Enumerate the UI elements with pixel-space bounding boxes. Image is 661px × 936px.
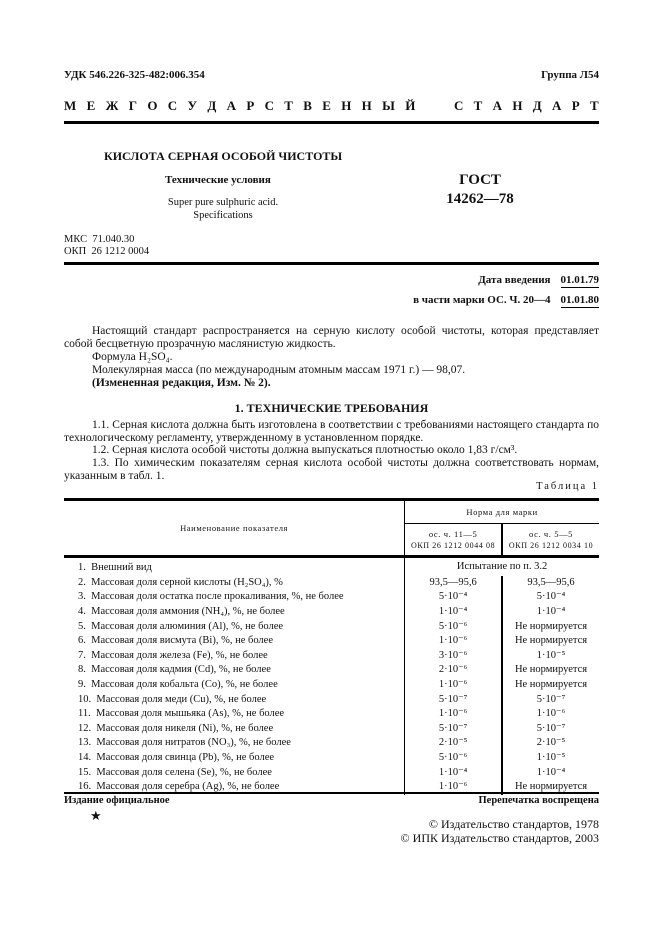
- clause-1-2: 1.2. Серная кислота особой чистоты должна выпускаться плотностью около 1,83 г/см³.: [92, 444, 518, 456]
- heading-letter: А: [226, 98, 236, 113]
- formula-line: [64, 351, 599, 364]
- heading-letter: Т: [590, 98, 599, 113]
- document-title: КИСЛОТА СЕРНАЯ ОСОБОЙ ЧИСТОТЫ: [104, 149, 343, 163]
- norm-grade-b: Не нормируется: [502, 678, 599, 693]
- table-bottom-rule: [64, 792, 599, 794]
- formula-label: Формула: [92, 351, 139, 363]
- table-row: [64, 619, 599, 634]
- heading-letter: С: [167, 98, 178, 113]
- heading-letter: Р: [571, 98, 580, 113]
- okp-code: ОКП 26 1212 0004: [64, 246, 150, 257]
- col-header-name: Наименование показателя: [64, 500, 405, 557]
- official-edition: Издание официальное: [64, 795, 170, 806]
- table-row: [64, 590, 599, 605]
- heading-letter: С: [264, 98, 274, 113]
- heading-letter: Н: [341, 98, 352, 113]
- norm-grade-a: 93,5—95,6: [429, 576, 477, 588]
- indicator-name: 2. Массовая доля серной кислоты (H₂SO₄), %: [64, 576, 405, 591]
- heading-letter: Д: [532, 98, 542, 113]
- norm-grade-b: Не нормируется: [502, 780, 599, 795]
- norm-grade-a: 1·10⁻⁶: [438, 708, 468, 720]
- indicator-name: 8. Массовая доля кадмия (Cd), %, не более: [64, 663, 405, 678]
- clause-1-1: 1.1. Серная кислота должна быть изготовлена в соответствии с требованиями настоящего стандарта по технологическому регламенту, утвержденному в установленном порядке.: [64, 419, 599, 444]
- indicator-name: 13. Массовая доля нитратов (NO₃), %, не более: [64, 736, 405, 751]
- norm-grade-a: 2·10⁻⁵: [438, 737, 468, 749]
- copyright-1978: © Издательство стандартов, 1978: [428, 817, 599, 831]
- indicator-name: 15. Массовая доля селена (Se), %, не более: [64, 765, 405, 780]
- part-date-value: 01.01.80: [560, 294, 599, 306]
- heading-letter: Д: [207, 98, 217, 113]
- heading-letter: Р: [246, 98, 255, 113]
- scope-paragraph: Настоящий стандарт распространяется на серную кислоту особой чистоты, которая представляет собой бесцветную прозрачную маслянистую жидкость.: [64, 325, 599, 350]
- heading-letter: Ы: [382, 98, 395, 113]
- grade-a-line2: ОКП 26 1212 0044 08: [410, 540, 496, 550]
- english-title-line2: Specifications: [193, 210, 253, 221]
- table-row: [64, 663, 599, 678]
- norm-grade-a: 5·10⁻⁴: [438, 591, 468, 603]
- header-rule: [64, 121, 599, 124]
- heading-letter: Е: [86, 98, 96, 113]
- gost-label: ГОСТ: [459, 172, 501, 188]
- norm-grade-a: 1·10⁻⁶: [438, 781, 468, 793]
- table-row: [64, 722, 599, 737]
- star-icon: ★: [90, 808, 102, 823]
- heading-letter: В: [303, 98, 312, 113]
- table-row: [64, 649, 599, 664]
- norm-grade-b: 5·10⁻⁴: [502, 590, 599, 605]
- norm-grade-a: 2·10⁻⁶: [438, 664, 468, 676]
- table-caption: Таблица 1: [536, 481, 599, 492]
- norm-grade-b: 1·10⁻⁴: [502, 765, 599, 780]
- english-title-line1: Super pure sulphuric acid.: [167, 197, 279, 208]
- copyright-2003: © ИПК Издательство стандартов, 2003: [400, 831, 599, 845]
- grade-a-line1: ос. ч. 11—5: [428, 528, 478, 539]
- norm-grade-b: 2·10⁻⁵: [502, 736, 599, 751]
- norm-grade-b: 1·10⁻⁶: [502, 707, 599, 722]
- formula-value: H₂SO₄.: [138, 351, 173, 363]
- heading-letter: А: [552, 98, 562, 113]
- heading-letter: Т: [284, 98, 293, 113]
- heading-letter: Н: [512, 98, 523, 113]
- indicator-name: 3. Массовая доля остатка после прокаливания, %, не более: [64, 590, 405, 605]
- heading-letter: Г: [128, 98, 138, 113]
- intro-date-value: 01.01.79: [560, 274, 599, 286]
- norm-grade-a: 1·10⁻⁶: [438, 679, 468, 691]
- norm-grade-b: 93,5—95,6: [502, 576, 599, 591]
- norm-grade-b: 5·10⁻⁷: [502, 692, 599, 707]
- table-row: [64, 634, 599, 649]
- indicator-name: 1. Внешний вид: [64, 557, 405, 576]
- table-row: [64, 692, 599, 707]
- amendment-note: (Измененная редакция, Изм. № 2).: [92, 377, 271, 389]
- heading-letter: [426, 98, 444, 114]
- section-heading: 1. ТЕХНИЧЕСКИЕ ТРЕБОВАНИЯ: [234, 401, 429, 415]
- heading-letter: Т: [473, 98, 483, 113]
- indicator-name: 10. Массовая доля меди (Cu), %, не более: [64, 692, 405, 707]
- reprint-notice: Перепечатка воспрещена: [478, 795, 599, 806]
- indicator-name: 9. Массовая доля кобальта (Co), %, не более: [64, 678, 405, 693]
- document-subtitle: Технические условия: [165, 174, 271, 186]
- heading-letter: О: [147, 98, 158, 113]
- table-row: [64, 765, 599, 780]
- intro-date-label: Дата введения: [478, 274, 551, 286]
- gost-number: 14262—78: [446, 191, 514, 207]
- norm-grade-b: 1·10⁻⁵: [502, 649, 599, 664]
- indicator-name: 4. Массовая доля аммония (NH₄), %, не более: [64, 605, 405, 620]
- norm-grade-a: 1·10⁻⁴: [438, 606, 468, 618]
- norm-grade-a: 1·10⁻⁴: [438, 766, 468, 778]
- table-row: [64, 605, 599, 620]
- molar-mass-line: Молекулярная масса (по международным атомным массам 1971 г.) — 98,07.: [92, 364, 466, 376]
- heading-letter: Й: [405, 98, 416, 113]
- table-row: [64, 707, 599, 722]
- classification-codes: [64, 234, 149, 258]
- norm-grade-b: Не нормируется: [502, 619, 599, 634]
- interstate-standard-heading: [64, 98, 599, 114]
- norm-grade-b: 5·10⁻⁷: [502, 722, 599, 737]
- heading-letter: У: [187, 98, 198, 113]
- gost-designation: [440, 171, 520, 209]
- grade-b-line2: ОКП 26 1212 0034 10: [508, 540, 594, 550]
- group-code: Группа Л54: [541, 69, 599, 81]
- clause-1-3: 1.3. По химическим показателям серная кислота особой чистоты должна соответствовать нормам, указанным в табл. 1.: [64, 457, 599, 482]
- indicator-name: 14. Массовая доля свинца (Pb), %, не более: [64, 751, 405, 766]
- effective-dates: [413, 270, 599, 310]
- norm-grade-b: Не нормируется: [502, 663, 599, 678]
- heading-letter: С: [453, 98, 464, 113]
- indicator-name: 11. Массовая доля мышьяка (As), %, не более: [64, 707, 405, 722]
- table-row: [64, 736, 599, 751]
- heading-letter: М: [64, 98, 77, 113]
- norm-merged: Испытание по п. 3.2: [456, 560, 548, 572]
- indicator-name: 7. Массовая доля железа (Fe), %, не более: [64, 649, 405, 664]
- norm-grade-a: 5·10⁻⁷: [438, 722, 468, 734]
- english-title: [163, 196, 283, 222]
- heading-letter: Ж: [105, 98, 119, 113]
- norm-grade-b: Не нормируется: [502, 634, 599, 649]
- indicator-name: 6. Массовая доля висмута (Bi), %, не более: [64, 634, 405, 649]
- table-row: [64, 557, 599, 576]
- table-row: [64, 576, 599, 591]
- col-header-grade-b: [502, 524, 599, 557]
- table-row: [64, 751, 599, 766]
- norm-grade-a: 3·10⁻⁶: [438, 649, 468, 661]
- copyright: [401, 817, 599, 845]
- norm-grade-a: 1·10⁻⁶: [438, 635, 468, 647]
- grade-b-line1: ос. ч. 5—5: [529, 528, 574, 539]
- heading-letter: Е: [322, 98, 331, 113]
- heading-letter: Н: [361, 98, 372, 113]
- norm-grade-a: 5·10⁻⁷: [438, 693, 468, 705]
- norm-grade-b: 1·10⁻⁵: [502, 751, 599, 766]
- indicator-name: 12. Массовая доля никеля (Ni), %, не более: [64, 722, 405, 737]
- udk-code: УДК 546.226-325-482:006.354: [64, 69, 205, 81]
- indicator-name: 5. Массовая доля алюминия (Al), %, не более: [64, 619, 405, 634]
- part-date-label: в части марки ОС. Ч. 20—4: [413, 294, 551, 306]
- col-header-grade-a: [405, 524, 502, 557]
- indicator-name: 16. Массовая доля серебра (Ag), %, не более: [64, 780, 405, 795]
- norm-grade-b: 1·10⁻⁴: [502, 605, 599, 620]
- mks-code: МКС 71.040.30: [64, 234, 135, 245]
- norm-grade-a: 5·10⁻⁶: [438, 752, 468, 764]
- norm-grade-a: 5·10⁻⁶: [438, 620, 468, 632]
- requirements-table: [64, 498, 599, 795]
- title-rule: [64, 262, 599, 265]
- table-row: [64, 678, 599, 693]
- heading-letter: А: [492, 98, 503, 113]
- col-header-group: Норма для марки: [405, 500, 599, 524]
